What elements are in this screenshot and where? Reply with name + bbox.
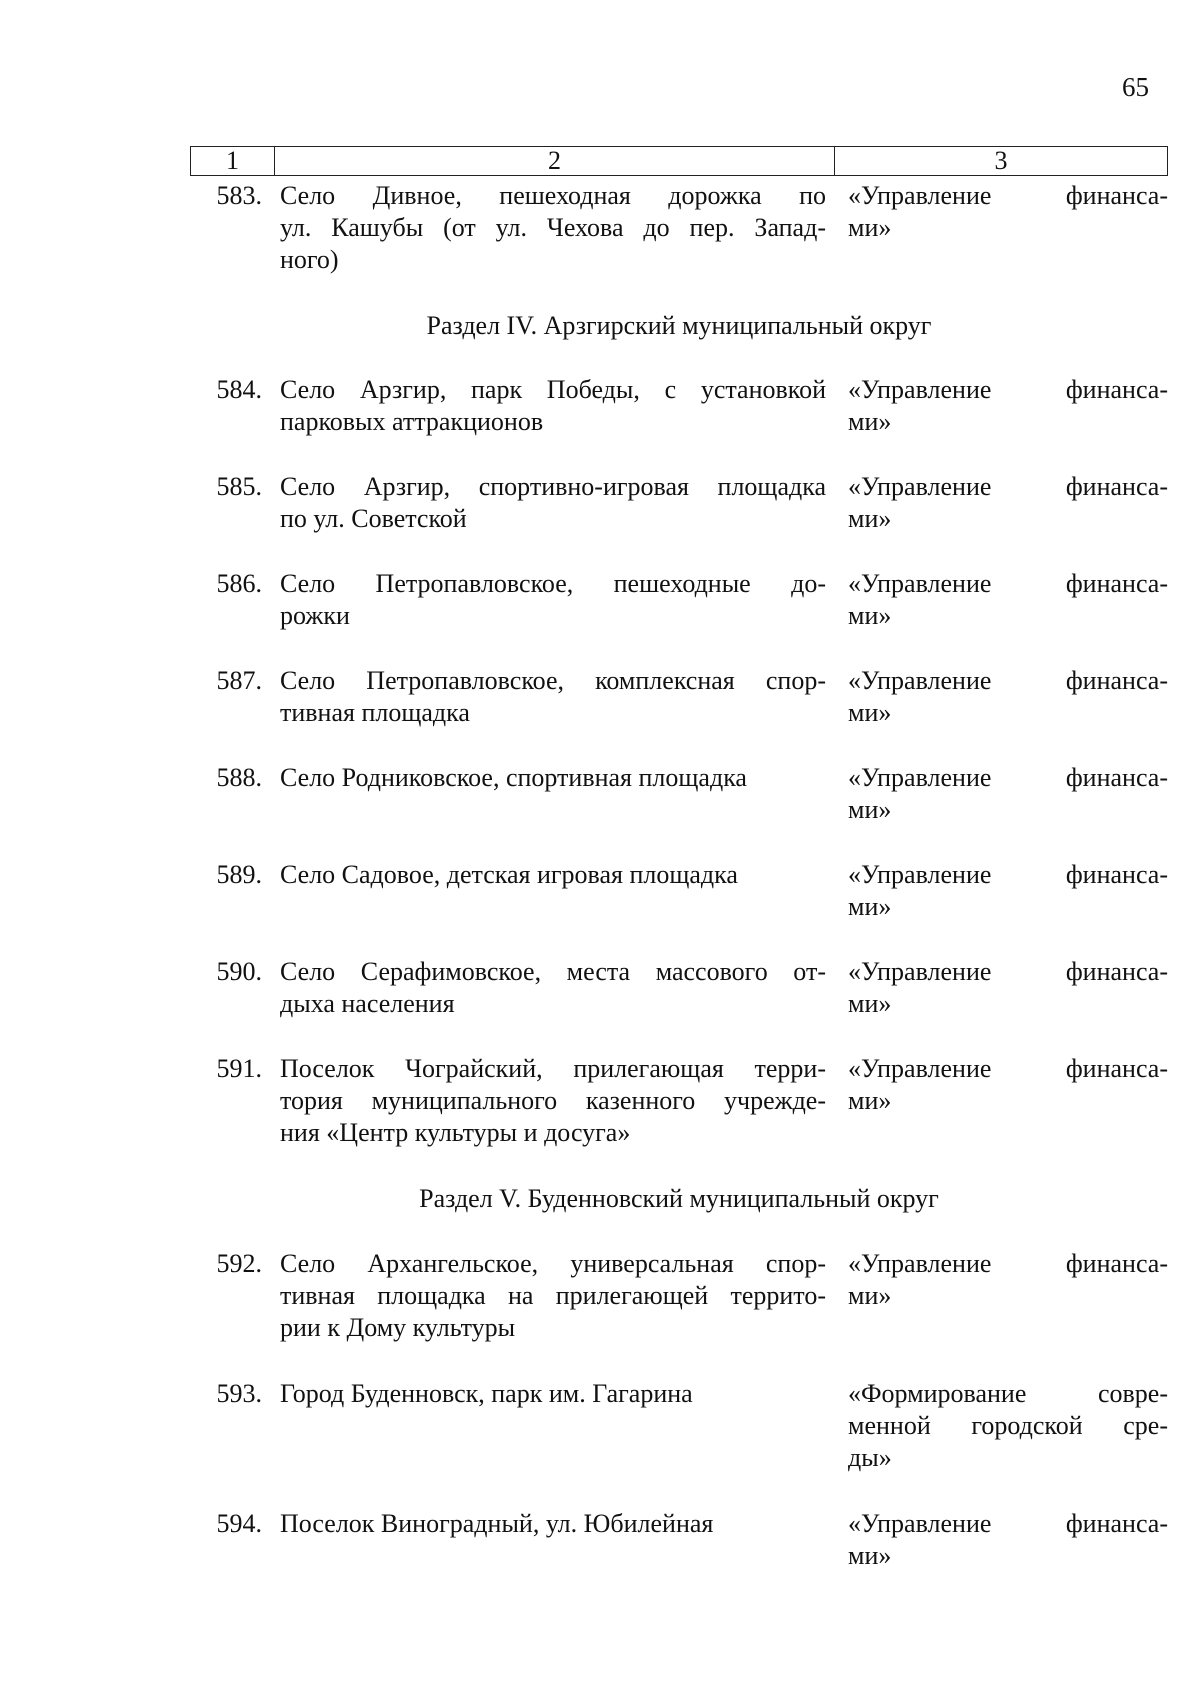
table-row — [190, 1508, 1168, 1572]
program-line: «Управление финанса- — [848, 860, 1168, 889]
program-line: «Управление финанса- — [848, 1509, 1168, 1538]
desc-line: ния «Центр культуры и досуга» — [280, 1118, 631, 1147]
row-description — [272, 1053, 826, 1149]
desc-line: ул. Кашубы (от ул. Чехова до пер. Запад- — [280, 213, 826, 242]
desc-line: Село Петропавловское, комплексная спор- — [280, 666, 826, 695]
table-header — [190, 146, 1168, 176]
desc-line: Село Дивное, пешеходная дорожка по — [280, 181, 826, 210]
row-program — [826, 1053, 1168, 1149]
desc-line: парковых аттракционов — [280, 407, 544, 436]
desc-line: тивная площадка — [280, 698, 470, 727]
table-row — [190, 1378, 1168, 1474]
row-program — [826, 1248, 1168, 1344]
header-col-1: 1 — [191, 147, 275, 175]
desc-line: Село Садовое, детская игровая площадка — [280, 860, 738, 889]
program-line: ми» — [848, 407, 892, 436]
program-line: «Управление финанса- — [848, 957, 1168, 986]
desc-line: Село Арзгир, парк Победы, с установкой — [280, 375, 826, 404]
program-line: ды» — [848, 1443, 892, 1472]
row-description — [272, 956, 826, 1020]
table-row — [190, 471, 1168, 535]
row-number: 584. — [216, 375, 262, 404]
row-description — [272, 665, 826, 729]
section-title: Раздел V. Буденновский муниципальный округ — [419, 1184, 939, 1213]
table-row — [190, 180, 1168, 276]
program-line: ми» — [848, 795, 892, 824]
program-line: «Формирование совре- — [848, 1379, 1168, 1408]
row-description — [272, 180, 826, 276]
table-row — [190, 859, 1168, 923]
header-col-3: 3 — [994, 146, 1008, 175]
program-line: ми» — [848, 698, 892, 727]
row-program — [826, 956, 1168, 1020]
table-row — [190, 956, 1168, 1020]
row-number: 588. — [216, 763, 262, 792]
table-row — [190, 568, 1168, 632]
table-row — [190, 762, 1168, 826]
row-description — [272, 762, 826, 826]
desc-line: по ул. Советской — [280, 504, 467, 533]
desc-line: рожки — [280, 601, 350, 630]
program-line: ми» — [848, 1281, 892, 1310]
desc-line: Поселок Чограйский, прилегающая терри- — [280, 1054, 826, 1083]
program-line: ми» — [848, 989, 892, 1018]
row-number: 587. — [216, 666, 262, 695]
desc-line: Поселок Виноградный, ул. Юбилейная — [280, 1509, 714, 1538]
desc-line: ного) — [280, 245, 339, 274]
row-program — [826, 374, 1168, 438]
header-col-2: 2 — [275, 147, 835, 175]
program-line: «Управление финанса- — [848, 1249, 1168, 1278]
row-number: 589. — [216, 860, 262, 889]
program-line: ми» — [848, 1086, 892, 1115]
program-line: ми» — [848, 1541, 892, 1570]
row-number: 585. — [216, 472, 262, 501]
table-row — [190, 1053, 1168, 1149]
program-line: «Управление финанса- — [848, 1054, 1168, 1083]
row-description — [272, 859, 826, 923]
row-program — [826, 471, 1168, 535]
row-program — [826, 665, 1168, 729]
program-line: «Управление финанса- — [848, 472, 1168, 501]
row-number: 586. — [216, 569, 262, 598]
row-program — [826, 1508, 1168, 1572]
row-number: 591. — [216, 1054, 262, 1083]
desc-line: Село Архангельское, универсальная спор- — [280, 1249, 826, 1278]
desc-line: тивная площадка на прилегающей террито- — [280, 1281, 826, 1310]
program-line: ми» — [848, 892, 892, 921]
table-row — [190, 1248, 1168, 1344]
row-program — [826, 762, 1168, 826]
desc-line: рии к Дому культуры — [280, 1313, 516, 1342]
section-title: Раздел IV. Арзгирский муниципальный округ — [426, 311, 932, 340]
desc-line: Село Петропавловское, пешеходные до- — [280, 569, 826, 598]
page-number: 65 — [1122, 72, 1149, 102]
program-line: «Управление финанса- — [848, 375, 1168, 404]
row-description — [272, 1248, 826, 1344]
row-program — [826, 180, 1168, 276]
row-program — [826, 1378, 1168, 1474]
row-program — [826, 568, 1168, 632]
program-line: «Управление финанса- — [848, 666, 1168, 695]
row-description — [272, 1378, 826, 1474]
row-description — [272, 471, 826, 535]
program-line: «Управление финанса- — [848, 569, 1168, 598]
program-line: ми» — [848, 504, 892, 533]
row-description — [272, 374, 826, 438]
program-line: ми» — [848, 601, 892, 630]
desc-line: тория муниципального казенного учрежде- — [280, 1086, 826, 1115]
desc-line: Село Родниковское, спортивная площадка — [280, 763, 747, 792]
row-program — [826, 859, 1168, 923]
desc-line: Село Серафимовское, места массового от- — [280, 957, 826, 986]
desc-line: Село Арзгир, спортивно-игровая площадка — [280, 472, 826, 501]
program-line: «Управление финанса- — [848, 763, 1168, 792]
table-row — [190, 374, 1168, 438]
row-number: 590. — [216, 957, 262, 986]
row-number: 594. — [216, 1509, 262, 1538]
desc-line: Город Буденновск, парк им. Гагарина — [280, 1379, 693, 1408]
row-description — [272, 1508, 826, 1572]
row-description — [272, 568, 826, 632]
desc-line: дыха населения — [280, 989, 455, 1018]
table-row — [190, 665, 1168, 729]
program-line: «Управление финанса- — [848, 181, 1168, 210]
row-number: 593. — [216, 1379, 262, 1408]
program-line: ми» — [848, 213, 892, 242]
row-number: 592. — [216, 1249, 262, 1278]
program-line: менной городской сре- — [848, 1411, 1168, 1440]
row-number: 583. — [216, 181, 262, 210]
